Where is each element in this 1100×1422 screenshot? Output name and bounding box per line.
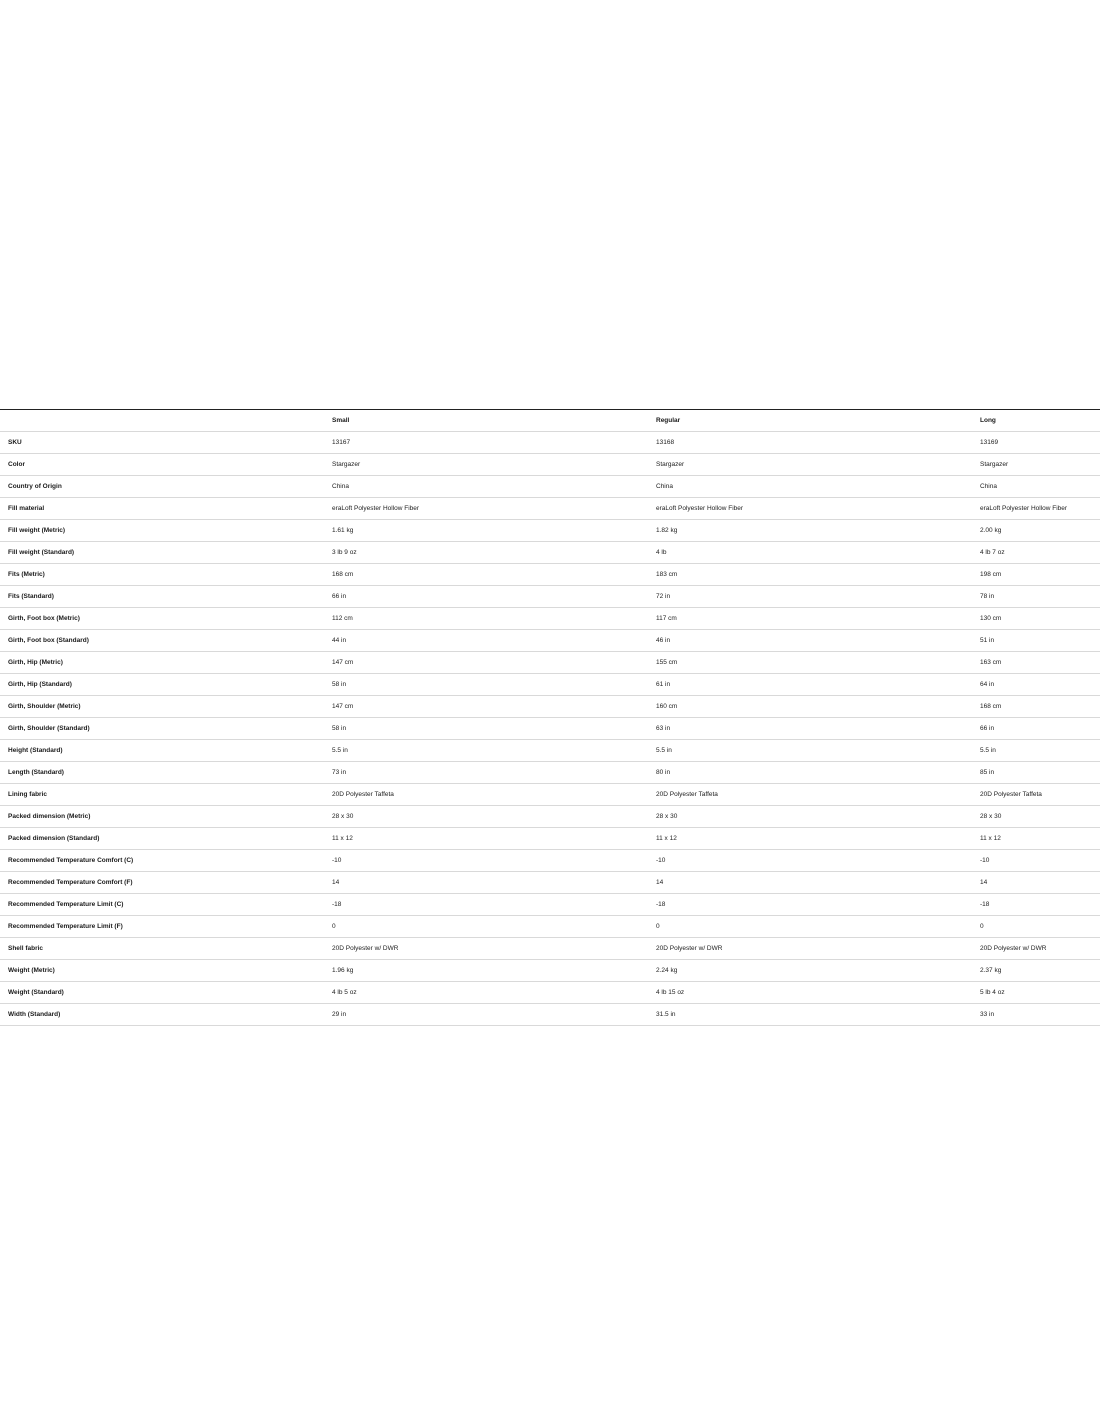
cell-small: 58 in [332, 674, 656, 696]
cell-regular: -18 [656, 894, 980, 916]
cell-small: 147 cm [332, 652, 656, 674]
cell-small: 29 in [332, 1004, 656, 1026]
cell-regular: 61 in [656, 674, 980, 696]
cell-small: 58 in [332, 718, 656, 740]
header-long: Long [980, 410, 1100, 432]
row-label: Girth, Foot box (Standard) [0, 630, 332, 652]
cell-small: 20D Polyester w/ DWR [332, 938, 656, 960]
header-regular: Regular [656, 410, 980, 432]
table-row [0, 520, 1100, 542]
cell-small: 66 in [332, 586, 656, 608]
row-label: Recommended Temperature Limit (F) [0, 916, 332, 938]
row-label: Girth, Shoulder (Metric) [0, 696, 332, 718]
table-row [0, 718, 1100, 740]
spec-table-container [0, 409, 1100, 1026]
cell-small: 147 cm [332, 696, 656, 718]
cell-regular: 63 in [656, 718, 980, 740]
row-label: Girth, Hip (Metric) [0, 652, 332, 674]
cell-regular: 1.82 kg [656, 520, 980, 542]
cell-long: 66 in [980, 718, 1100, 740]
cell-long: 13169 [980, 432, 1100, 454]
cell-regular: 117 cm [656, 608, 980, 630]
cell-small: -18 [332, 894, 656, 916]
cell-regular: 72 in [656, 586, 980, 608]
table-row [0, 938, 1100, 960]
row-label: SKU [0, 432, 332, 454]
table-row [0, 960, 1100, 982]
row-label: Length (Standard) [0, 762, 332, 784]
cell-regular: 80 in [656, 762, 980, 784]
cell-regular: 20D Polyester w/ DWR [656, 938, 980, 960]
cell-small: 3 lb 9 oz [332, 542, 656, 564]
cell-long: 2.00 kg [980, 520, 1100, 542]
cell-small: eraLoft Polyester Hollow Fiber [332, 498, 656, 520]
table-row [0, 652, 1100, 674]
cell-regular: 28 x 30 [656, 806, 980, 828]
cell-long: 14 [980, 872, 1100, 894]
cell-regular: 5.5 in [656, 740, 980, 762]
row-label: Packed dimension (Standard) [0, 828, 332, 850]
table-row [0, 432, 1100, 454]
cell-long: 0 [980, 916, 1100, 938]
table-header-row [0, 410, 1100, 432]
cell-small: 112 cm [332, 608, 656, 630]
row-label: Fill weight (Standard) [0, 542, 332, 564]
cell-long: 4 lb 7 oz [980, 542, 1100, 564]
table-row [0, 586, 1100, 608]
cell-long: 163 cm [980, 652, 1100, 674]
table-row [0, 916, 1100, 938]
row-label: Packed dimension (Metric) [0, 806, 332, 828]
cell-small: 1.61 kg [332, 520, 656, 542]
row-label: Girth, Hip (Standard) [0, 674, 332, 696]
table-row [0, 740, 1100, 762]
table-row [0, 674, 1100, 696]
cell-regular: 160 cm [656, 696, 980, 718]
table-row [0, 872, 1100, 894]
cell-long: -10 [980, 850, 1100, 872]
row-label: Height (Standard) [0, 740, 332, 762]
header-small: Small [332, 410, 656, 432]
cell-small: 13167 [332, 432, 656, 454]
table-row [0, 894, 1100, 916]
cell-small: 4 lb 5 oz [332, 982, 656, 1004]
cell-long: 78 in [980, 586, 1100, 608]
cell-small: -10 [332, 850, 656, 872]
cell-regular: 31.5 in [656, 1004, 980, 1026]
cell-long: Stargazer [980, 454, 1100, 476]
table-row [0, 630, 1100, 652]
cell-regular: 46 in [656, 630, 980, 652]
cell-long: eraLoft Polyester Hollow Fiber [980, 498, 1100, 520]
cell-long: 51 in [980, 630, 1100, 652]
cell-long: China [980, 476, 1100, 498]
cell-regular: 20D Polyester Taffeta [656, 784, 980, 806]
cell-long: 20D Polyester Taffeta [980, 784, 1100, 806]
row-label: Country of Origin [0, 476, 332, 498]
table-row [0, 1004, 1100, 1026]
cell-long: 2.37 kg [980, 960, 1100, 982]
cell-small: 11 x 12 [332, 828, 656, 850]
cell-long: 130 cm [980, 608, 1100, 630]
cell-small: China [332, 476, 656, 498]
cell-long: 20D Polyester w/ DWR [980, 938, 1100, 960]
row-label: Lining fabric [0, 784, 332, 806]
cell-long: -18 [980, 894, 1100, 916]
table-row [0, 806, 1100, 828]
spec-table-body [0, 432, 1100, 1026]
cell-long: 168 cm [980, 696, 1100, 718]
row-label: Weight (Metric) [0, 960, 332, 982]
table-row [0, 784, 1100, 806]
header-corner-cell [0, 410, 332, 432]
cell-regular: 14 [656, 872, 980, 894]
cell-small: 14 [332, 872, 656, 894]
row-label: Fill material [0, 498, 332, 520]
row-label: Width (Standard) [0, 1004, 332, 1026]
row-label: Girth, Shoulder (Standard) [0, 718, 332, 740]
row-label: Fits (Metric) [0, 564, 332, 586]
table-row [0, 542, 1100, 564]
cell-small: 1.96 kg [332, 960, 656, 982]
row-label: Recommended Temperature Comfort (C) [0, 850, 332, 872]
cell-regular: 4 lb [656, 542, 980, 564]
cell-small: 44 in [332, 630, 656, 652]
cell-long: 64 in [980, 674, 1100, 696]
cell-small: 168 cm [332, 564, 656, 586]
row-label: Girth, Foot box (Metric) [0, 608, 332, 630]
cell-long: 5.5 in [980, 740, 1100, 762]
spec-table [0, 409, 1100, 1026]
row-label: Recommended Temperature Comfort (F) [0, 872, 332, 894]
table-row [0, 476, 1100, 498]
row-label: Shell fabric [0, 938, 332, 960]
table-row [0, 982, 1100, 1004]
table-row [0, 564, 1100, 586]
cell-small: 20D Polyester Taffeta [332, 784, 656, 806]
cell-long: 11 x 12 [980, 828, 1100, 850]
table-row [0, 498, 1100, 520]
cell-long: 28 x 30 [980, 806, 1100, 828]
cell-regular: Stargazer [656, 454, 980, 476]
cell-regular: China [656, 476, 980, 498]
cell-small: Stargazer [332, 454, 656, 476]
cell-small: 0 [332, 916, 656, 938]
cell-regular: 0 [656, 916, 980, 938]
cell-regular: 183 cm [656, 564, 980, 586]
cell-regular: eraLoft Polyester Hollow Fiber [656, 498, 980, 520]
table-row [0, 850, 1100, 872]
cell-long: 198 cm [980, 564, 1100, 586]
table-row [0, 608, 1100, 630]
cell-regular: 4 lb 15 oz [656, 982, 980, 1004]
table-row [0, 696, 1100, 718]
row-label: Fill weight (Metric) [0, 520, 332, 542]
cell-small: 73 in [332, 762, 656, 784]
table-row [0, 828, 1100, 850]
cell-regular: 155 cm [656, 652, 980, 674]
row-label: Recommended Temperature Limit (C) [0, 894, 332, 916]
cell-small: 28 x 30 [332, 806, 656, 828]
cell-regular: 2.24 kg [656, 960, 980, 982]
cell-long: 5 lb 4 oz [980, 982, 1100, 1004]
table-row [0, 454, 1100, 476]
row-label: Color [0, 454, 332, 476]
cell-long: 85 in [980, 762, 1100, 784]
cell-small: 5.5 in [332, 740, 656, 762]
cell-regular: -10 [656, 850, 980, 872]
cell-long: 33 in [980, 1004, 1100, 1026]
table-row [0, 762, 1100, 784]
row-label: Weight (Standard) [0, 982, 332, 1004]
row-label: Fits (Standard) [0, 586, 332, 608]
cell-regular: 11 x 12 [656, 828, 980, 850]
cell-regular: 13168 [656, 432, 980, 454]
